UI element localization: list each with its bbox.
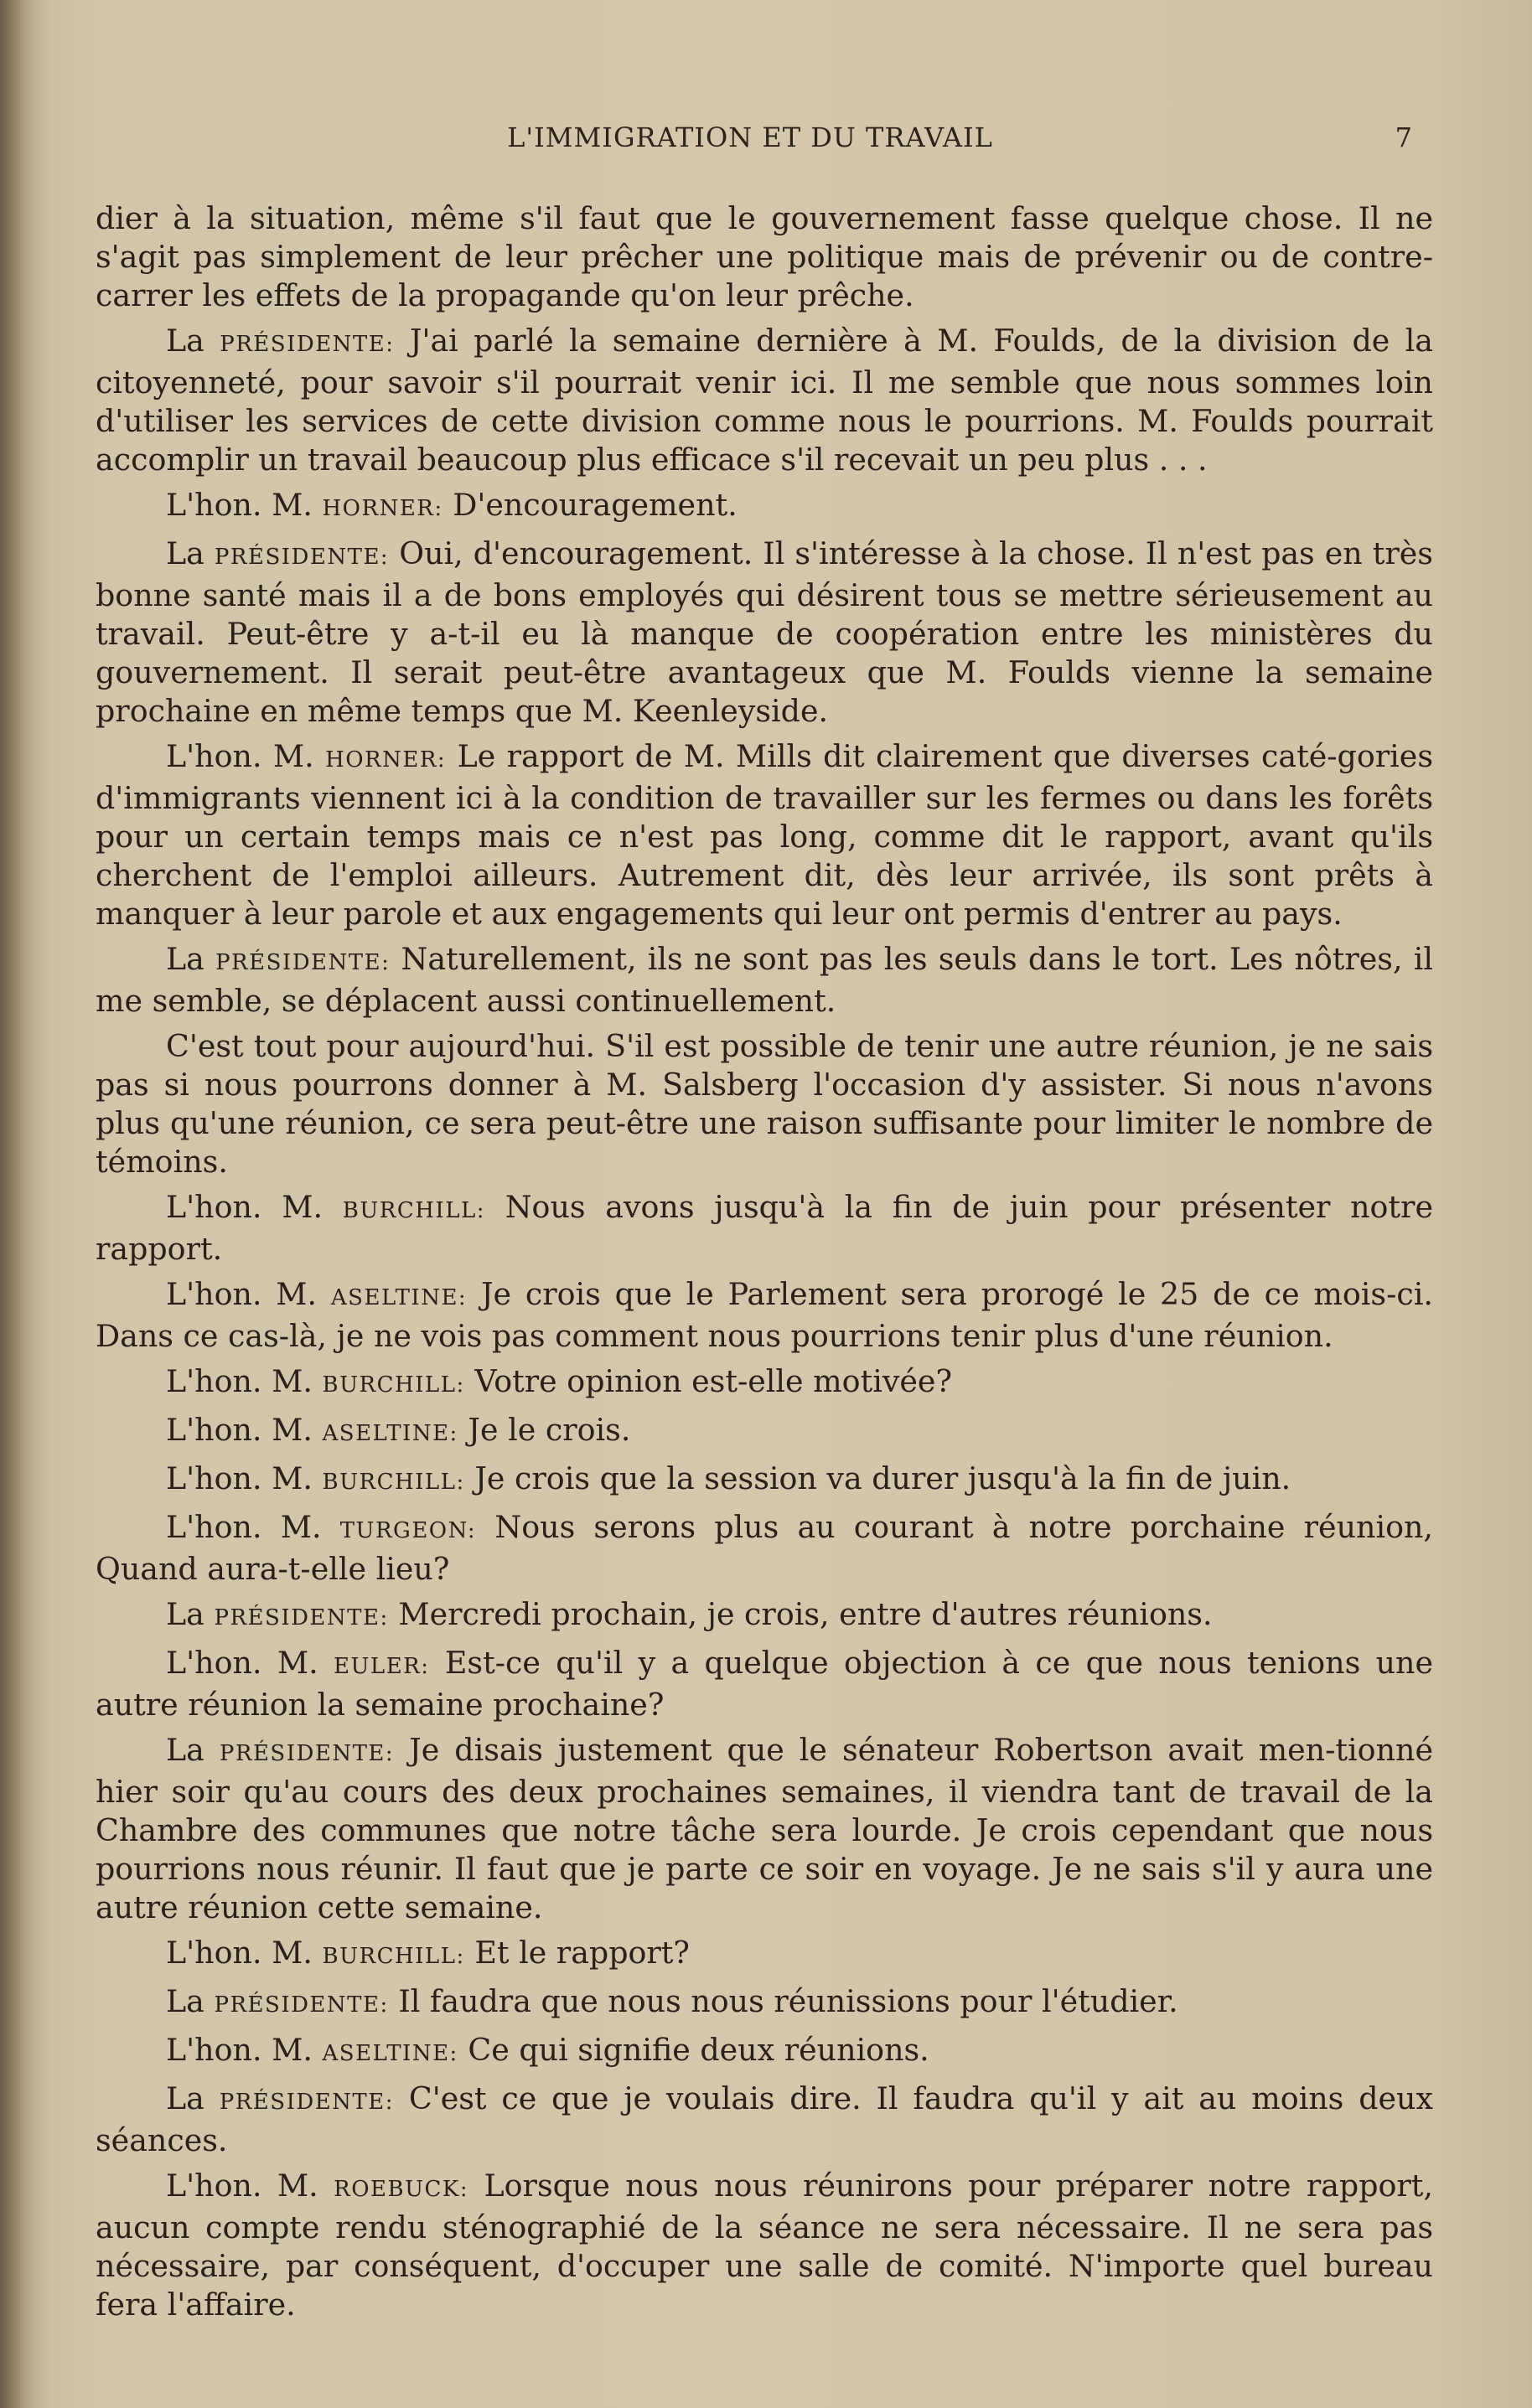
paragraph-text: Mercredi prochain, je crois, entre d'autres réunions. [398,1596,1213,1632]
transcript-paragraph [96,1508,1433,1589]
paragraph-text: Il faudra que nous nous réunissions pour l'étudier. [398,1983,1178,2019]
speaker-name: BURCHILL: [342,1198,485,1223]
transcript-paragraph [96,1362,1433,1404]
paragraph-text: D'encouragement. [453,487,738,523]
speaker-name: TURGEON: [339,1518,477,1543]
speaker-prefix: La [166,2080,204,2116]
transcript-paragraph [96,1934,1433,1976]
speaker-prefix: L'hon. M. [166,1363,313,1399]
speaker-prefix: L'hon. M. [166,1935,313,1971]
paragraph-text: Et le rapport? [474,1935,690,1971]
paragraph-text: Oui, d'encouragement. Il s'intéresse à la chose. Il n'est pas en très bonne santé mais il a de bons employés qui désirent tous se mettre sérieusement au travail. Peut-être y a-t-il eu là manque de coopération entre les ministères du gouvernement. Il serait peut-être avantageux que M. Foulds vienne la semaine prochaine en même temps que M. Keenleyside. [96,535,1433,729]
paragraph-text: Est-ce qu'il y a quelque objection à ce que nous tenions une autre réunion la semaine prochaine? [96,1645,1434,1723]
paragraph-text: Lorsque nous nous réunirons pour préparer notre rapport, aucun compte rendu sténographié de la séance ne sera nécessaire. Il ne sera pas nécessaire, par conséquent, d'occuper une salle de comité. N'importe quel bureau fera l'affaire. [96,2168,1433,2323]
paragraph-text: Je crois que la session va durer jusqu'à la fin de juin. [474,1460,1291,1496]
transcript-paragraph [96,1411,1433,1453]
speaker-prefix: La [166,323,204,359]
paragraph-text: Votre opinion est-elle motivée? [474,1363,952,1399]
paragraph-text: Nous avons jusqu'à la fin de juin pour présenter notre rapport. [96,1189,1433,1267]
speaker-name: BURCHILL: [322,1944,465,1969]
speaker-prefix: L'hon. M. [166,1509,322,1545]
speaker-prefix: L'hon. M. [166,2168,318,2204]
transcript-paragraph [96,1731,1433,1927]
speaker-prefix: La [166,1983,204,2019]
speaker-name: PRÉSIDENTE: [214,545,390,570]
speaker-name: ROEBUCK: [334,2177,469,2202]
speaker-name: PRÉSIDENTE: [214,1992,389,2018]
page-number: 7 [1395,121,1413,153]
speaker-prefix: L'hon. M. [166,1412,313,1448]
speaker-prefix: L'hon. M. [166,1645,318,1681]
paragraph-text: Je le crois. [468,1412,631,1448]
speaker-prefix: L'hon. M. [166,1189,323,1225]
paragraph-text: Le rapport de M. Mills dit clairement que diverses caté-gories d'immigrants viennent ici à la condition de travailler sur les fermes ou dans les forêts pour un certain temps mais ce n'est pas long, comme dit le rapport, avant qu'ils cherchent de l'emploi ailleurs. Autrement dit, dès leur arrivée, ils sont prêts à manquer à leur parole et aux engagements qui leur ont permis d'entrer au pays. [96,738,1434,932]
transcript-paragraph [96,1460,1433,1501]
transcript-paragraph [96,1982,1433,2024]
transcript-body [96,199,1433,2331]
transcript-paragraph [96,535,1433,731]
speaker-prefix: L'hon. M. [166,487,313,523]
speaker-name: PRÉSIDENTE: [219,2090,395,2115]
speaker-name: HORNER: [325,747,447,773]
transcript-paragraph [96,1027,1433,1181]
paragraph-text: C'est tout pour aujourd'hui. S'il est possible de tenir une autre réunion, je ne sais pas si nous pourrons donner à M. Salsberg l'occasion d'y assister. Si nous n'avons plus qu'une réunion, ce sera peut-être une raison suffisante pour limiter le nombre de témoins. [96,1028,1433,1180]
transcript-paragraph [96,1595,1433,1637]
transcript-paragraph [96,2080,1433,2160]
transcript-paragraph [96,1188,1433,1269]
transcript-paragraph [96,2167,1433,2324]
paragraph-text: Nous serons plus au courant à notre porchaine réunion, Quand aura-t-elle lieu? [96,1509,1434,1587]
speaker-name: HORNER: [322,496,443,521]
running-title: L'IMMIGRATION ET DU TRAVAIL [507,121,993,153]
speaker-prefix: L'hon. M. [166,2032,313,2068]
paragraph-text: J'ai parlé la semaine dernière à M. Foulds, de la division de la citoyenneté, pour savoir s'il pourrait venir ici. Il me semble que nous sommes loin d'utiliser les services de cette division comme nous le pourrions. M. Foulds pourrait accomplir un travail beaucoup plus efficace s'il recevait un peu plus . . . [96,323,1433,478]
paragraph-text: Je crois que le Parlement sera prorogé le 25 de ce mois-ci. Dans ce cas-là, je ne vois pas comment nous pourrions tenir plus d'une réunion. [96,1276,1433,1354]
paragraph-text: Ce qui signifie deux réunions. [468,2032,929,2068]
transcript-paragraph [96,486,1433,528]
transcript-paragraph [96,199,1433,315]
speaker-name: EULER: [334,1654,430,1679]
speaker-prefix: La [166,1596,204,1632]
speaker-prefix: L'hon. M. [166,1460,313,1496]
speaker-name: PRÉSIDENTE: [219,1741,395,1766]
page-header [0,121,1532,172]
paragraph-text: C'est ce que je voulais dire. Il faudra qu'il y ait au moins deux séances. [96,2080,1433,2158]
paragraph-text: dier à la situation, même s'il faut que le gouvernement fasse quelque chose. Il ne s'agit pas simplement de leur prêcher une politique mais de prévenir ou de contre-carrer les effets de la propagande qu'on leur prêche. [96,200,1433,313]
paragraph-text: Naturellement, ils ne sont pas les seuls dans le tort. Les nôtres, il me semble, se déplacent aussi continuellement. [96,941,1433,1019]
binding-shadow [0,0,50,2408]
transcript-paragraph [96,940,1433,1021]
speaker-prefix: L'hon. M. [166,738,314,774]
speaker-name: PRÉSIDENTE: [215,950,391,975]
speaker-name: PRÉSIDENTE: [220,332,395,357]
transcript-paragraph [96,1644,1433,1724]
speaker-prefix: La [166,941,204,977]
transcript-paragraph [96,322,1433,479]
paragraph-text: Je disais justement que le sénateur Robertson avait men-tionné hier soir qu'au cours des deux prochaines semaines, il viendra tant de travail de la Chambre des communes que notre tâche sera lourde. Je crois cependant que nous pourrions nous réunir. Il faut que je parte ce soir en voyage. Je ne sais s'il y aura une autre réunion cette semaine. [96,1732,1433,1925]
speaker-name: ASELTINE: [330,1285,468,1310]
transcript-paragraph [96,737,1433,933]
speaker-prefix: L'hon. M. [166,1276,318,1312]
speaker-name: BURCHILL: [322,1470,465,1495]
transcript-paragraph [96,1275,1433,1356]
transcript-paragraph [96,2031,1433,2073]
speaker-name: ASELTINE: [322,2041,458,2066]
speaker-name: ASELTINE: [322,1421,458,1446]
speaker-name: PRÉSIDENTE: [214,1605,389,1630]
speaker-prefix: La [166,535,204,571]
speaker-prefix: La [166,1732,204,1768]
speaker-name: BURCHILL: [322,1372,465,1398]
